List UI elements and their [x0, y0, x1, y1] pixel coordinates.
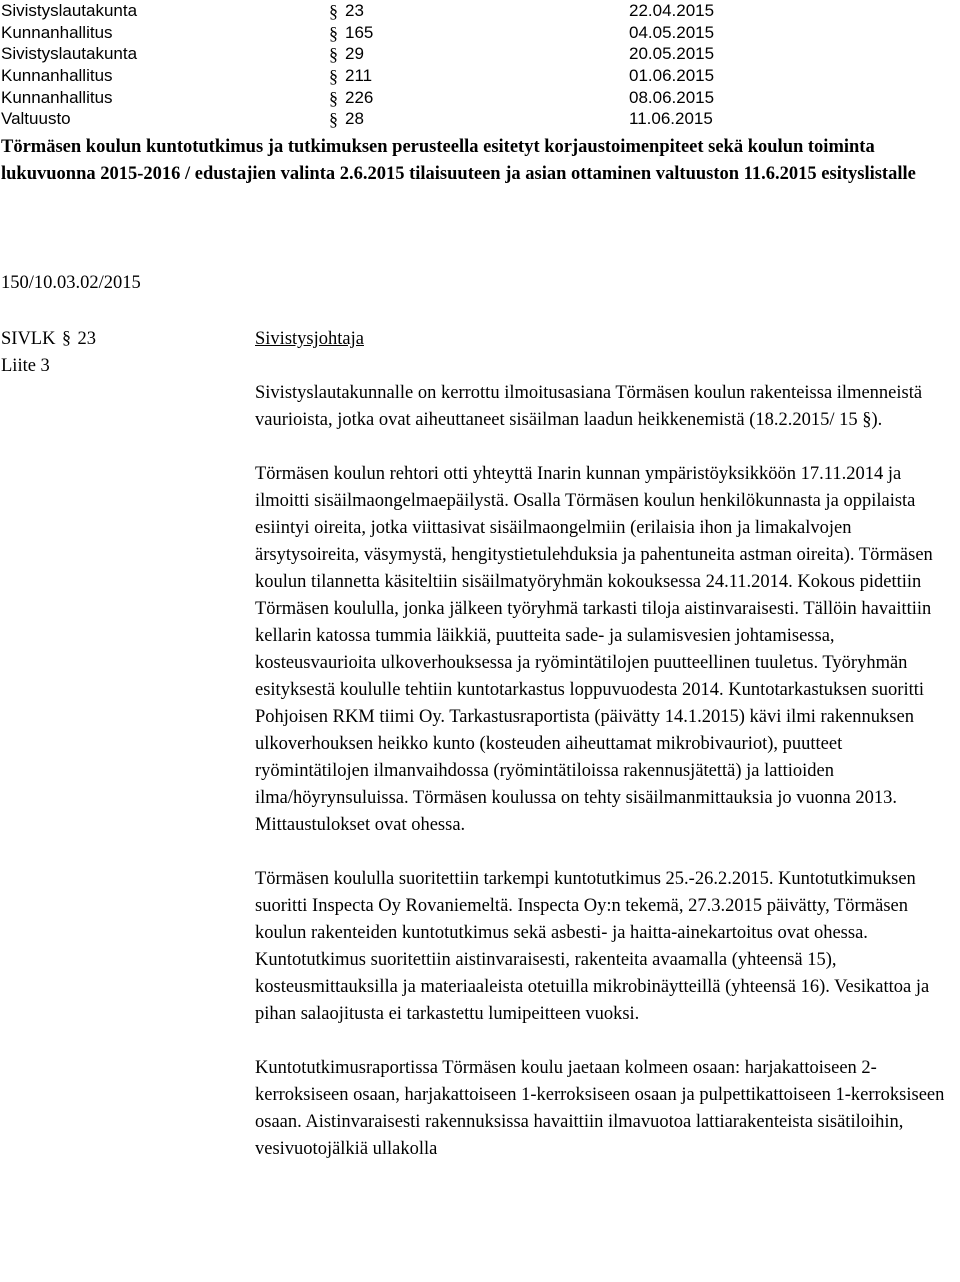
svg-text:§: § [62, 327, 72, 347]
meeting-date: 11.06.2015 [629, 109, 713, 129]
attachment-label: Liite 3 [1, 356, 50, 376]
paragraph: Törmäsen koulun rehtori otti yhteyttä Inarin kunnan ympäristöyksikköön 17.11.2014 ja ilmoitti sisäilmaongelmaepäilystä. Osalla Törmäsen koulun henkilökunnasta ja oppilaista esiintyi oireita, jotka viittasivat sisäilmaongelmiin (erilaisia ihon ja limakalvojen ärsytysoireita, väsymystä, hengitystietulehduksia ja pahentuneita astman oireita). Törmäsen koulun tilannetta käsiteltiin sisäilmatyöryhmän kokouksessa 24.11.2014. Kokous pidettiin Törmäsen koululla, jonka jälkeen työryhmä tarkasti tiloja aistinvaraisesti. Tällöin havaittiin kellarin katossa tummia läikkiä, puutteita sade- ja sulamisvesien johtamisessa, kosteusvaurioita ulkoverhouksessa ja ryömintätilojen puutteellinen tuuletus. Työryhmän esityksestä koululle tehtiin kuntotarkastus loppuvuodesta 2014. Kuntotarkastuksen suoritti Pohjoisen RKM tiimi Oy. Tarkastusraportista (päivätty 14.1.2015) kävi ilmi rakennuksen ulkoverhouksen heikko kunto (kosteuden aiheuttamat mikrobivauriot), puutteet ryömintätilojen ilmanvaihdossa (ryömintätiloissa rakennusjätettä) ja lattioiden ilma/höyrynsuluissa. Törmäsen koulussa on tehty sisäilmanmittauksia jo vuonna 2013. Mittaustulokset ovat ohessa. [255, 464, 933, 835]
meeting-body: Valtuusto [1, 109, 71, 129]
meeting-number: 211 [345, 66, 373, 86]
svg-text:§: § [329, 109, 338, 130]
section-sign-icon [61, 327, 73, 347]
section-number: 23 [77, 329, 96, 349]
meeting-number: 28 [345, 109, 364, 129]
meeting-body: Kunnanhallitus [1, 66, 113, 86]
meeting-number: 226 [345, 87, 374, 107]
paragraph: Törmäsen koululla suoritettiin tarkempi kuntotutkimus 25.-26.2.2015. Kuntotutkimuksen suoritti Inspecta Oy Rovaniemeltä. Inspecta Oy:n tekemä, 27.3.2015 päivätty, Törmäsen koulun rakenteiden kuntotutkimus sekä asbesti- ja haitta-ainekartoitus ovat ohessa. Kuntotutkimus suoritettiin aistinvaraisesti, rakenteita avaamalla (yhteensä 15), kosteusmittauksilla ja materiaaleista otetuilla mikrobinäytteillä (yhteensä 16). Vesikattoa ja pihan salaojitusta ei tarkastettu lumipeitteen vuoksi. [255, 869, 930, 1024]
svg-text:§: § [329, 44, 338, 65]
agenda-item-title: Törmäsen koulun kuntotutkimus ja tutkimuksen perusteella esitetyt korjaustoimenpiteet sekä koulun toiminta lukuvuonna 2015-2016 / edustajien valinta 2.6.2015 tilaisuuteen ja asian ottaminen valtuuston 11.6.2015 esityslistalle [1, 137, 916, 184]
presenter-heading: Sivistysjohtaja [255, 329, 364, 349]
meeting-number: 23 [345, 1, 364, 20]
section-reference [1, 326, 96, 380]
reference-number: 150/10.03.02/2015 [1, 273, 141, 293]
meeting-date: 01.06.2015 [629, 66, 715, 86]
section-sign-icon [328, 44, 340, 64]
svg-text:§: § [329, 87, 338, 108]
meeting-row [0, 65, 960, 87]
section-sign-icon [328, 66, 340, 86]
meeting-row [0, 22, 960, 44]
section-body: SIVLK [1, 329, 56, 349]
meeting-row [0, 108, 960, 130]
section-sign-icon [328, 1, 340, 21]
meeting-body: Sivistyslautakunta [1, 1, 138, 20]
meeting-body: Kunnanhallitus [1, 87, 113, 107]
svg-text:§: § [329, 66, 338, 87]
meeting-date: 20.05.2015 [629, 44, 715, 64]
section-sign-icon [328, 23, 340, 43]
meeting-date: 22.04.2015 [629, 1, 715, 20]
svg-text:§: § [329, 22, 338, 43]
meeting-number: 165 [345, 22, 374, 42]
svg-text:§: § [329, 1, 338, 21]
meeting-body: Kunnanhallitus [1, 22, 113, 42]
meeting-body: Sivistyslautakunta [1, 44, 138, 64]
meeting-history-list [0, 0, 960, 130]
meeting-row [0, 87, 960, 109]
meeting-row [0, 43, 960, 65]
paragraph: Sivistyslautakunnalle on kerrottu ilmoitusasiana Törmäsen koulun rakenteissa ilmenneistä vaurioista, jotka ovat aiheuttaneet sisäilman laadun heikkenemistä (18.2.2015/ 15 §). [255, 383, 923, 430]
section-sign-icon [328, 88, 340, 108]
meeting-row [0, 0, 960, 22]
document-body [255, 326, 955, 1190]
meeting-number: 29 [345, 44, 364, 64]
section-sign-icon [328, 109, 340, 129]
meeting-date: 04.05.2015 [629, 22, 715, 42]
meeting-date: 08.06.2015 [629, 87, 715, 107]
paragraph: Kuntotutkimusraportissa Törmäsen koulu jaetaan kolmeen osaan: harjakattoiseen 2-kerroksiseen osaan, harjakattoiseen 1-kerroksiseen osaan ja pulpettikattoiseen 1-kerroksiseen osaan. Aistinvaraisesti rakennuksissa havaittiin ilmavuotoa lattiarakenteista sisätiloihin, vesivuotojälkiä ullakolla [255, 1058, 945, 1159]
